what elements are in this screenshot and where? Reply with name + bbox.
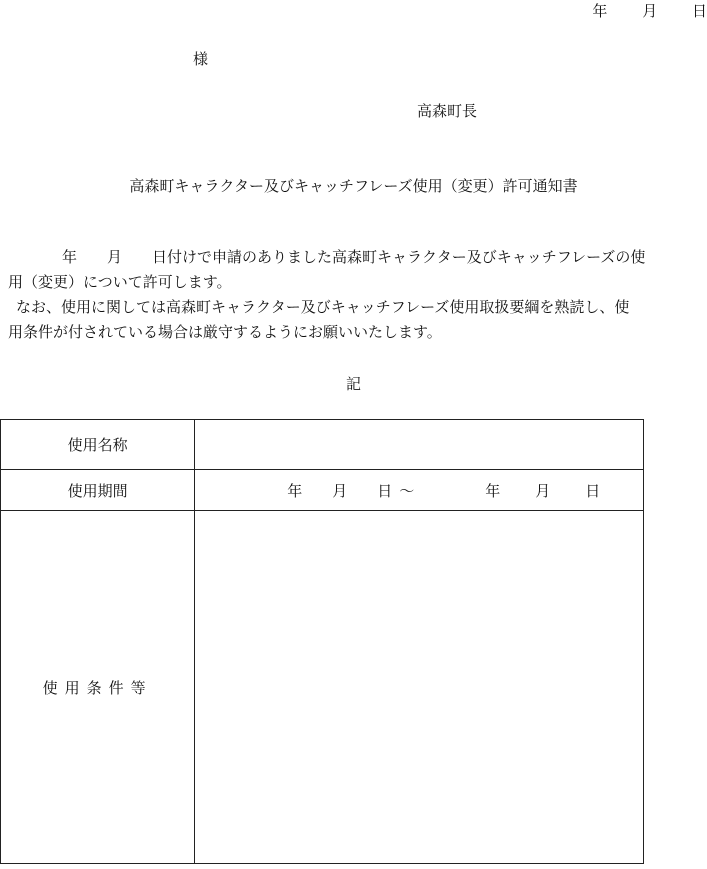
date-year: 年 — [592, 2, 608, 20]
notice-body — [10, 245, 707, 345]
body-date-month: 月 — [107, 248, 123, 266]
body-paragraph-2-line-1: なお、使用に関しては高森町キャラクター及びキャッチフレーズ使用取扱要綱を熟読し、使 — [16, 298, 630, 316]
date-month: 月 — [642, 2, 658, 20]
detail-table — [0, 419, 644, 864]
usage-conditions-label: 使用条件等 — [1, 511, 195, 864]
body-paragraph-1 — [10, 245, 707, 270]
period-from-day: 日 — [377, 481, 393, 500]
table-row-conditions — [1, 511, 644, 864]
table-row-period — [1, 470, 644, 511]
period-to-year: 年 — [485, 481, 501, 500]
usage-period-label: 使用期間 — [1, 470, 195, 511]
body-paragraph-1-cont: 用（変更）について許可します。 — [8, 273, 232, 291]
period-to-month: 月 — [535, 481, 551, 500]
period-from-month: 月 — [332, 481, 348, 500]
period-to-day: 日 — [585, 481, 601, 500]
addressee: 様 — [193, 50, 209, 68]
period-tilde: ～ — [399, 481, 415, 500]
usage-name-value — [195, 420, 644, 470]
body-paragraph-2-line-2: 用条件が付されている場合は厳守するようにお願いいたします。 — [8, 323, 442, 341]
date-day: 日 — [691, 2, 707, 20]
usage-name-label: 使用名称 — [1, 420, 195, 470]
body-date-year: 年 — [62, 248, 78, 266]
usage-period-value — [195, 470, 644, 511]
table-row-name — [1, 420, 644, 470]
usage-conditions-value — [195, 511, 644, 864]
ki-heading: 記 — [345, 375, 361, 393]
issuer-name: 高森町長 — [417, 102, 478, 120]
document-title: 高森町キャラクター及びキャッチフレーズ使用（変更）許可通知書 — [129, 177, 578, 195]
body-date-day-text: 日付けで申請のありました高森町キャラクター及びキャッチフレーズの使 — [152, 248, 646, 266]
period-from-year: 年 — [287, 481, 303, 500]
issue-date — [592, 0, 707, 21]
